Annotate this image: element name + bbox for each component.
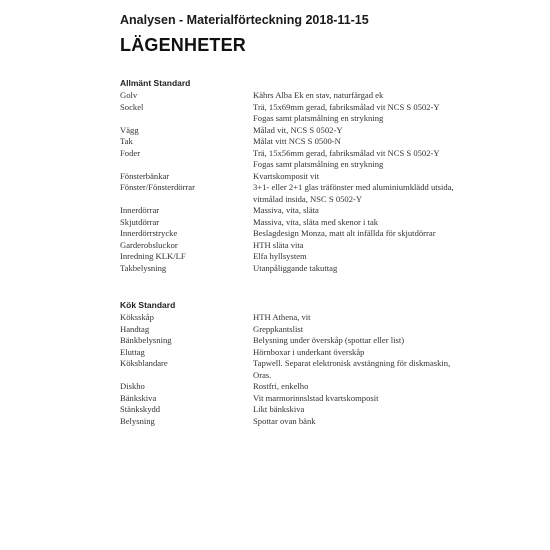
spec-value-line: Likt bänkskiva	[253, 404, 305, 414]
spec-row	[120, 263, 520, 275]
spec-label: Köksskåp	[120, 312, 154, 322]
spec-label: Bänkskiva	[120, 392, 157, 403]
spec-value-line: Kvartskomposit vit	[253, 170, 320, 181]
spec-value-line: Massiva, vita, släta med skenor i tak	[253, 216, 379, 227]
spec-value	[253, 416, 520, 428]
spec-value-line: Belysning under överskåp (spottar eller list)	[253, 335, 405, 345]
spec-value-line: Tapwell. Separat elektronisk avstängning för diskmaskin,	[253, 358, 451, 368]
spec-label: Inredning KLK/LF	[120, 251, 186, 261]
spec-row	[120, 358, 520, 381]
spec-label: Fönsterbänkar	[120, 170, 170, 181]
spec-row	[120, 312, 520, 324]
spec-label: Diskho	[120, 381, 145, 391]
spec-row	[120, 416, 520, 428]
spec-row	[120, 205, 520, 217]
section-allmant-standard	[120, 77, 520, 274]
spec-value-line: Fogas samt platsmålning en strykning	[253, 113, 384, 123]
spec-value	[253, 358, 520, 381]
page-title: LÄGENHETER	[120, 35, 247, 55]
spec-value	[253, 90, 520, 102]
spec-value-line: Hörnboxar i underkant överskåp	[253, 346, 365, 357]
section-kok-standard	[120, 299, 520, 427]
spec-label: Takbelysning	[120, 262, 167, 273]
spec-label: Skjutdörrar	[120, 216, 160, 227]
spec-value-line: Beslagdesign Monza, matt alt infällda för skjutdörrar	[253, 228, 436, 238]
spec-value-line: Vit marmorinnslstad kvartskomposit	[253, 392, 379, 403]
spec-label: Golv	[120, 90, 138, 100]
spec-value	[253, 228, 520, 240]
spec-label: Sockel	[120, 101, 144, 112]
spec-value-line: HTH Athena, vit	[253, 312, 311, 322]
spec-value	[253, 347, 520, 359]
spec-value	[253, 148, 520, 171]
spec-label: Tak	[120, 136, 133, 146]
spec-value	[253, 240, 520, 252]
spec-value-line: vitmålad insida, NSC S 0502-Y	[253, 193, 363, 204]
spec-value-line: Oras.	[253, 369, 272, 380]
spec-value-line: Utanpåliggande takuttag	[253, 262, 338, 273]
spec-row	[120, 381, 520, 393]
spec-value	[253, 335, 520, 347]
spec-list	[120, 90, 520, 274]
spec-value-line: Massiva, vita, släta	[253, 205, 319, 215]
spec-value	[253, 205, 520, 217]
spec-row	[120, 335, 520, 347]
spec-row	[120, 404, 520, 416]
spec-value-line: Spottar ovan bänk	[253, 415, 316, 426]
spec-label: Belysning	[120, 415, 155, 426]
spec-value-line: Trä, 15x56mm gerad, fabriksmålad vit NCS S 0502-Y	[253, 147, 440, 158]
spec-value-line: Målad vit, NCS S 0502-Y	[253, 124, 343, 135]
document-header: Analysen - Materialförteckning 2018-11-15	[120, 13, 369, 27]
spec-value-line: Målat vitt NCS S 0500-N	[253, 136, 341, 146]
spec-label: Garderobsluckor	[120, 239, 178, 250]
spec-value	[253, 263, 520, 275]
spec-row	[120, 251, 520, 263]
spec-row	[120, 347, 520, 359]
spec-label: Stänkskydd	[120, 404, 161, 414]
spec-label: Köksblandare	[120, 358, 168, 368]
spec-value	[253, 251, 520, 263]
spec-value	[253, 393, 520, 405]
spec-value	[253, 324, 520, 336]
section-title: Kök Standard	[120, 300, 176, 310]
spec-row	[120, 90, 520, 102]
spec-label: Bänkbelysning	[120, 335, 172, 345]
spec-value	[253, 404, 520, 416]
spec-row	[120, 324, 520, 336]
spec-value-line: HTH släta vita	[253, 239, 304, 250]
spec-value	[253, 217, 520, 229]
spec-label: Vägg	[120, 124, 139, 135]
spec-row	[120, 182, 520, 205]
spec-value	[253, 182, 520, 205]
spec-row	[120, 148, 520, 171]
spec-value-line: Rostfri, enkelho	[253, 381, 309, 391]
spec-label: Fönster/Fönsterdörrar	[120, 182, 195, 192]
spec-value	[253, 312, 520, 324]
spec-value-line: Greppkantslist	[253, 323, 304, 334]
spec-value-line: Trä, 15x69mm gerad, fabriksmålad vit NCS S 0502-Y	[253, 101, 440, 112]
spec-label: Innerdörrstrycke	[120, 228, 178, 238]
spec-label: Handtag	[120, 323, 150, 334]
spec-label: Foder	[120, 147, 141, 158]
spec-value-line: Fogas samt platsmålning en strykning	[253, 159, 384, 169]
spec-value	[253, 381, 520, 393]
spec-value	[253, 102, 520, 125]
spec-row	[120, 240, 520, 252]
section-title: Allmänt Standard	[120, 78, 191, 88]
spec-row	[120, 228, 520, 240]
spec-value-line: 3+1- eller 2+1 glas träfönster med aluminiumklädd utsida,	[253, 182, 454, 192]
spec-value	[253, 136, 520, 148]
spec-list	[120, 312, 520, 427]
spec-value-line: Elfa hyllsystem	[253, 251, 307, 261]
spec-label: Eluttag	[120, 346, 145, 357]
spec-row	[120, 102, 520, 125]
spec-value-line: Kährs Alba Ek en stav, naturfärgad ek	[253, 90, 384, 100]
spec-label: Innerdörrar	[120, 205, 160, 215]
spec-row	[120, 125, 520, 137]
spec-value	[253, 125, 520, 137]
spec-value	[253, 171, 520, 183]
spec-row	[120, 136, 520, 148]
spec-row	[120, 217, 520, 229]
spec-row	[120, 393, 520, 405]
spec-row	[120, 171, 520, 183]
